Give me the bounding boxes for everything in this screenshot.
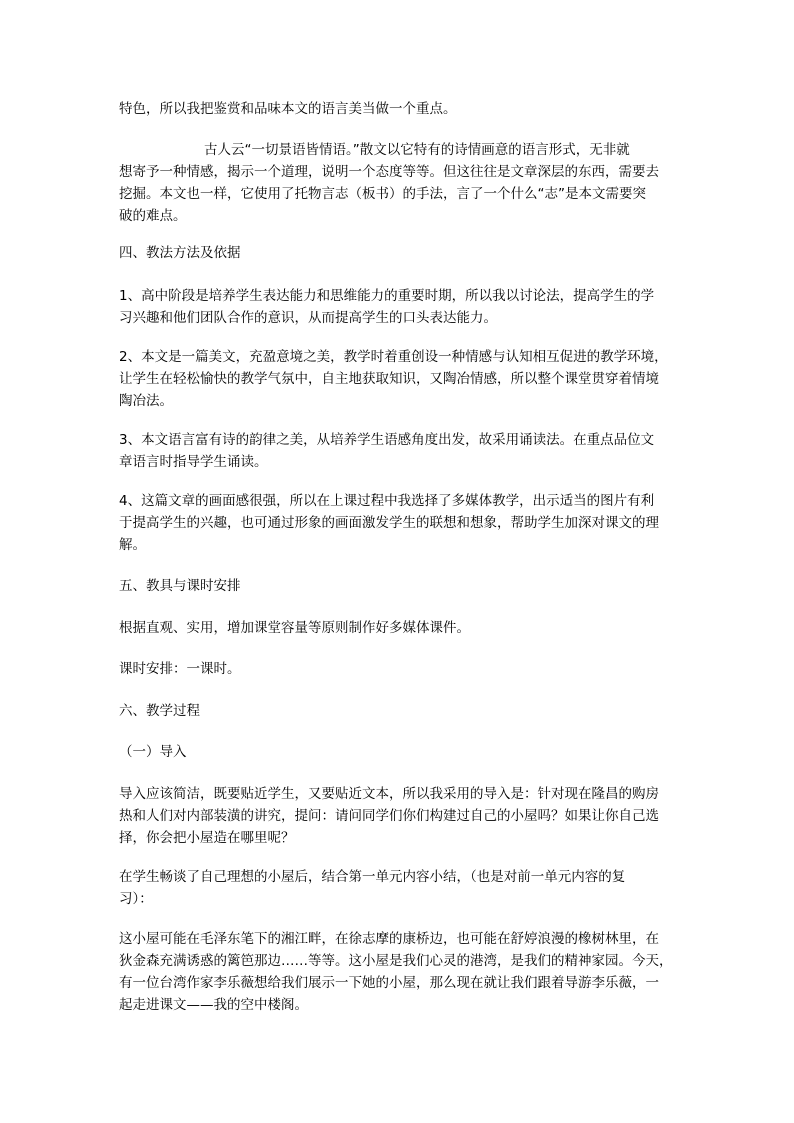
section-heading-process: [119, 700, 679, 722]
text-line: 1、高中阶段是培养学生表达能力和思维能力的重要时期，所以我以讨论法，提高学生的学: [119, 288, 655, 304]
section-heading-methods: [119, 242, 679, 264]
heading-text: 五、教具与课时安排: [119, 578, 241, 594]
paragraph-intro-method: [119, 783, 679, 849]
text-line: 特色，所以我把鉴赏和品味本文的语言美当做一个重点。: [119, 101, 457, 117]
text-line: 择，你会把小屋造在哪里呢？: [119, 830, 295, 846]
text-line: 课时安排：一课时。: [119, 661, 241, 677]
text-line: 2、本文是一篇美文，充盈意境之美，教学时着重创设一种情感与认知相互促进的教学环境，: [119, 349, 668, 365]
text-line: 陶冶法。: [119, 393, 173, 409]
method-item-1: [119, 285, 679, 329]
text-line: 章语言时指导学生诵读。: [119, 454, 268, 470]
text-line: 4、这篇文章的画面感很强，所以在上课过程中我选择了多媒体教学，出示适当的图片有利: [119, 493, 655, 509]
text-line: 想寄予一种情感，揭示一个道理，说明一个态度等等。但这往往是文章深层的东西，需要去: [119, 164, 659, 180]
text-line: 在学生畅谈了自己理想的小屋后，结合第一单元内容小结，（也是对前一单元内容的复: [119, 869, 626, 885]
text-line: 导入应该简洁，既要贴近学生，又要贴近文本，所以我采用的导入是：针对现在隆昌的购房: [119, 786, 659, 802]
subsection-heading-intro: [119, 741, 679, 763]
text-line: 挖掘。本文也一样，它使用了托物言志（板书）的手法，言了一个什么“志”是本文需要突: [119, 186, 646, 202]
text-line: 于提高学生的兴趣，也可通过形象的画面激发学生的联想和想象，帮助学生加深对课文的理: [119, 515, 659, 531]
text-line: 解。: [119, 537, 146, 553]
paragraph-summary: [119, 866, 679, 910]
heading-text: （一）导入: [119, 744, 187, 760]
text-line: 热和人们对内部装潢的讲究，提问：请问同学们你们构建过自己的小屋吗？如果让你自己选: [119, 808, 659, 824]
paragraph-schedule: [119, 658, 679, 680]
text-line: 狄金森充满诱惑的篱笆那边……等等。这小屋是我们心灵的港湾，是我们的精神家园。今天，: [119, 953, 673, 969]
paragraph-courseware: [119, 617, 679, 639]
method-item-4: [119, 490, 679, 556]
paragraph-difficulty: [119, 139, 679, 227]
paragraph-transition: [119, 928, 679, 1016]
text-line: 根据直观、实用，增加课堂容量等原则制作好多媒体课件。: [119, 620, 470, 636]
method-item-3: [119, 429, 679, 473]
method-item-2: [119, 346, 679, 412]
section-heading-tools: [119, 575, 679, 597]
heading-text: 六、教学过程: [119, 703, 200, 719]
text-line: 古人云“一切景语皆情语。”散文以它特有的诗情画意的语言形式，无非就: [204, 142, 630, 158]
heading-text: 四、教法方法及依据: [119, 245, 241, 261]
text-line: 破的难点。: [119, 208, 187, 224]
text-line: 习）：: [119, 891, 153, 907]
text-line: 起走进课文——我的空中楼阁。: [119, 997, 308, 1013]
paragraph-intro-continuation: [119, 98, 679, 120]
text-line: 这小屋可能在毛泽东笔下的湘江畔，在徐志摩的康桥边，也可能在舒婷浪漫的橡树林里，在: [119, 931, 659, 947]
text-line: 有一位台湾作家李乐薇想给我们展示一下她的小屋，那么现在就让我们跟着导游李乐薇，一: [119, 975, 659, 991]
text-line: 让学生在轻松愉快的教学气氛中，自主地获取知识，又陶冶情感，所以整个课堂贯穿着情境: [119, 371, 659, 387]
text-line: 3、本文语言富有诗的韵律之美，从培养学生语感角度出发，故采用诵读法。在重点品位文: [119, 432, 655, 448]
text-line: 习兴趣和他们团队合作的意识，从而提高学生的口头表达能力。: [119, 310, 497, 326]
